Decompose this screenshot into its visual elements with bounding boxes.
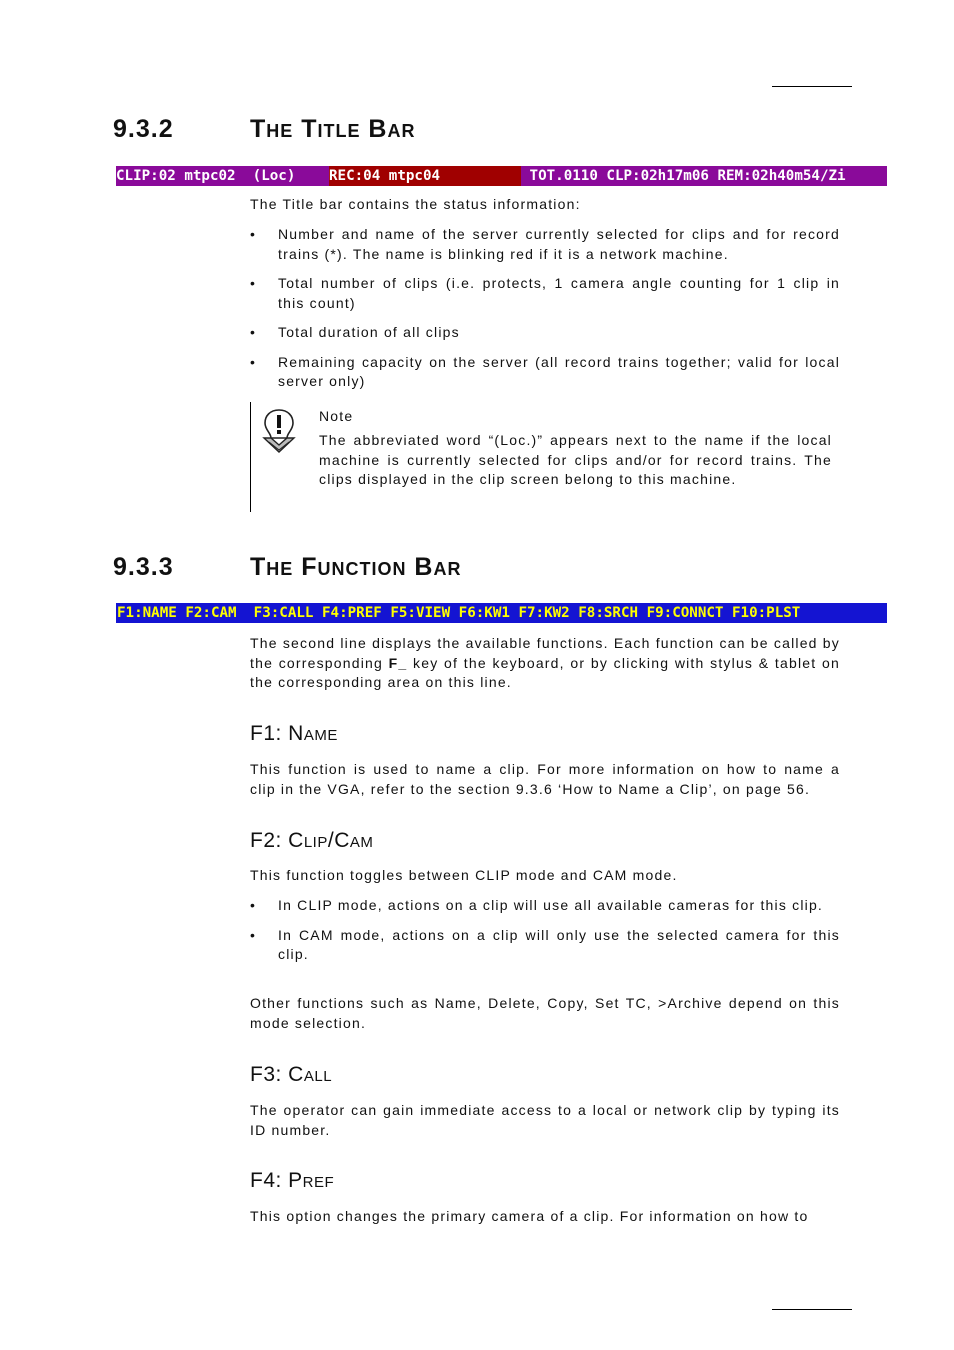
f1-text: This function is used to name a clip. For more information on how to name a clip in the VGA, refer to the section 9.3.6 ‘How to Name a Clip’, on page 56. [250, 761, 840, 797]
section-number: 9.3.2 [113, 115, 174, 143]
list-item: • Total duration of all clips [250, 323, 840, 343]
f1-heading: F1: Name [250, 722, 338, 745]
note-title: Note [319, 408, 354, 424]
note-body: The abbreviated word “(Loc.)” appears next to the name if the local machine is currently selected for clips and/or for record trains. The clips displayed in the clip screen belong to this machine. [319, 432, 832, 487]
title-bar-bullets [250, 225, 840, 392]
function-bar-f1-key: F1: [117, 605, 143, 621]
list-item: • Number and name of the server currently selected for clips and for record trains (*). The name is blinking red if it is a network machine. [250, 226, 840, 262]
f2-heading: F2: Clip/Cam [250, 829, 374, 852]
bullet-icon: • [250, 897, 257, 913]
list-item: • Total number of clips (i.e. protects, 1 camera angle counting for 1 clip in this count) [250, 275, 840, 311]
bullet-icon: • [250, 275, 257, 291]
note-warning-icon [261, 408, 297, 454]
note-vertical-rule [250, 402, 251, 512]
list-item: • In CAM mode, actions on a clip will only use the selected camera for this clip. [250, 926, 840, 962]
f4-heading: F4: Pref [250, 1169, 335, 1192]
f4-text: This option changes the primary camera of a clip. For information on how to [250, 1208, 809, 1224]
header-rule [772, 86, 852, 87]
list-item: • In CLIP mode, actions on a clip will use all available cameras for this clip. [250, 896, 840, 916]
section-title: The Title Bar [250, 115, 416, 143]
title-bar-status-segment: TOT.0110 CLP:02h17m06 REM:02h40m54/Zi [521, 166, 887, 186]
section-title: The Function Bar [250, 553, 462, 581]
f3-heading: F3: Call [250, 1063, 333, 1086]
bullet-icon: • [250, 353, 257, 370]
bullet-icon: • [250, 226, 257, 242]
bullet-icon: • [250, 324, 257, 340]
title-bar-rec-segment: REC:04 mtpc04 [329, 166, 521, 186]
f3-text: The operator can gain immediate access to a local or network clip by typing its ID number. [250, 1102, 840, 1138]
list-item: • Remaining capacity on the server (all record trains together; valid for local server only) [250, 353, 840, 389]
footer-rule [772, 1309, 852, 1310]
title-bar-screenshot [116, 166, 887, 186]
function-key-label: F_ [388, 654, 408, 671]
section-number: 9.3.3 [113, 553, 174, 581]
f2-bullets [250, 896, 840, 965]
title-bar-intro: The Title bar contains the status information: [250, 196, 581, 212]
bullet-icon: • [250, 926, 257, 943]
f2-text: This function toggles between CLIP mode and CAM mode. [250, 867, 678, 883]
section-heading-932 [113, 115, 416, 144]
f2-after-text: Other functions such as Name, Delete, Copy, Set TC, >Archive depend on this mode selection. [250, 995, 840, 1031]
function-bar-keys: NAME F2:CAM F3:CALL F4:PREF F5:VIEW F6:KW1 F7:KW2 F8:SRCH F9:CONNCT F10:PLST [142, 605, 801, 621]
function-bar-intro: The second line displays the available functions. Each function can be called by the corresponding F_ key of the keyboard, or by clicking with stylus & tablet on the corresponding area on this line. [250, 635, 840, 690]
title-bar-clip-segment: CLIP:02 mtpc02 (Loc) [116, 166, 329, 186]
function-bar-screenshot [116, 603, 887, 623]
section-heading-933 [113, 553, 461, 582]
